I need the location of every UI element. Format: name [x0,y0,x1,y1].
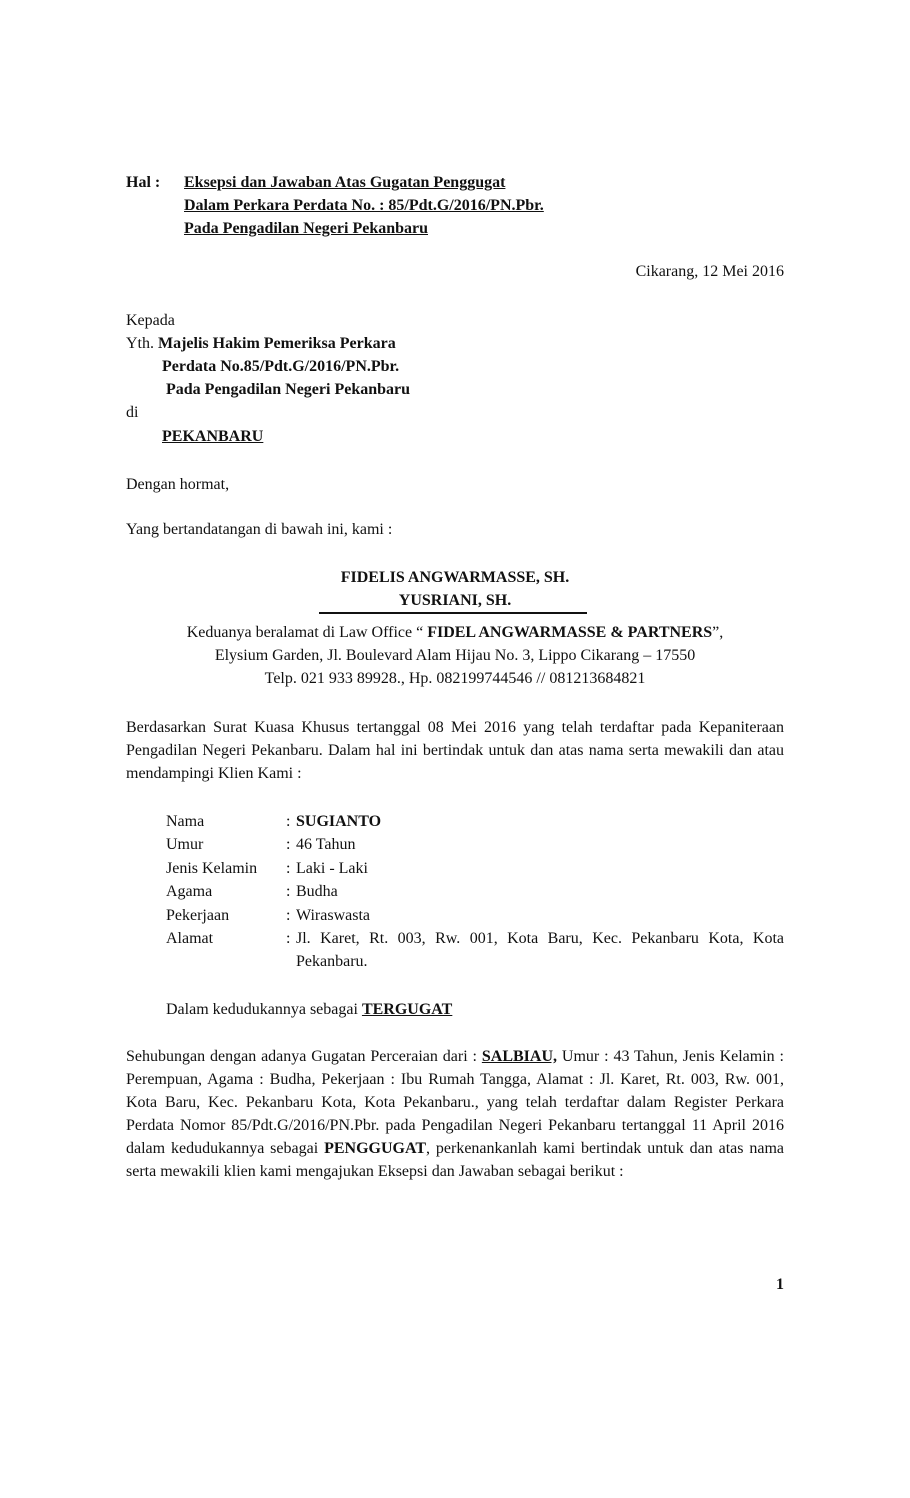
greeting: Dengan hormat, [126,476,230,493]
addressee-block [126,309,410,448]
subject-line-2: Dalam Perkara Perdata No. : 85/Pdt.G/2016/PN.Pbr. [184,197,544,214]
mandate-paragraph: Berdasarkan Surat Kuasa Khusus tertanggal 08 Mei 2016 yang telah terdaftar pada Kepaniteraan Pengadilan Negeri Pekanbaru. Dalam hal ini bertindak untuk dan atas nama serta mewakili dan atau mendampingi Klien Kami : [126,719,784,782]
lawyer-name-1: FIDELIS ANGWARMASSE, SH. [340,569,570,586]
intro-line: Yang bertandatangan di bawah ini, kami : [126,521,393,538]
client-row: Pekerjaan : Wiraswasta [166,906,370,924]
client-row: Umur : 46 Tahun [166,836,356,854]
addressee-line-2: Perdata No.85/Pdt.G/2016/PN.Pbr. [162,358,400,375]
plaintiff-name: SALBIAU, [481,1048,557,1065]
client-row: Alamat : Jl. Karet, Rt. 003, Rw. 001, Kota Baru, Kec. Pekanbaru Kota, Kota Pekanbaru. [166,930,784,971]
position-line: Dalam kedudukannya sebagai TERGUGAT [166,1001,453,1018]
addressee-line-3: Pada Pengadilan Negeri Pekanbaru [166,381,411,398]
client-row: Jenis Kelamin : Laki - Laki [166,859,368,877]
addressee-title: Majelis Hakim Pemeriksa Perkara [158,335,396,352]
addressee-di: di [126,404,139,421]
client-details [166,810,784,974]
subject-label: Hal : [126,174,161,191]
addressee-kepada: Kepada [126,312,175,329]
role-penggugat: PENGGUGAT [324,1140,426,1157]
client-name: SUGIANTO [296,813,382,830]
lawyer-names [0,566,910,612]
page-number: 1 [776,1276,784,1293]
addressee-yth: Yth. [126,335,154,352]
office-line-3: Telp. 021 933 89928., Hp. 082199744546 // 081213684821 [264,670,646,687]
firm-name: FIDEL ANGWARMASSE & PARTNERS [427,624,713,641]
letter-date: Cikarang, 12 Mei 2016 [635,263,784,280]
client-row: Nama : SUGIANTO [166,813,382,830]
client-row: Agama : Budha [166,883,338,901]
addressee-line-1 [126,332,410,355]
office-address [0,621,910,690]
lawyer-name-2: YUSRIANI, SH. [398,592,512,609]
names-underline-divider [319,612,587,614]
office-line-1: Keduanya beralamat di Law Office “ FIDEL ANGWARMASSE & PARTNERS”, [186,624,724,641]
addressee-city: PEKANBARU [162,428,264,445]
role-tergugat: TERGUGAT [361,1001,453,1018]
subject-line-1: Eksepsi dan Jawaban Atas Gugatan Penggugat [184,174,506,191]
closing-paragraph: Sehubungan dengan adanya Gugatan Perceraian dari : SALBIAU, Umur : 43 Tahun, Jenis Kelamin : Perempuan, Agama : Budha, Pekerjaan : Ibu Rumah Tangga, Alamat : Jl. Karet, Rt. 003, Rw. 001, Kota Baru, Kec. Pekanbaru Kota, Kota Pekanbaru., yang telah terdaftar dalam Register Perkara Perdata Nomor 85/Pdt.G/2016/PN.Pbr. pada Pengadilan Negeri Pekanbaru tertanggal 11 April 2016 dalam kedudukannya sebagai PENGGUGAT, perkenankanlah kami bertindak untuk dan atas nama serta mewakili klien kami mengajukan Eksepsi dan Jawaban sebagai berikut : [126,1048,785,1180]
office-line-2: Elysium Garden, Jl. Boulevard Alam Hijau No. 3, Lippo Cikarang – 17550 [214,647,696,664]
subject-line-3: Pada Pengadilan Negeri Pekanbaru [184,220,429,237]
subject-lines [184,171,544,240]
